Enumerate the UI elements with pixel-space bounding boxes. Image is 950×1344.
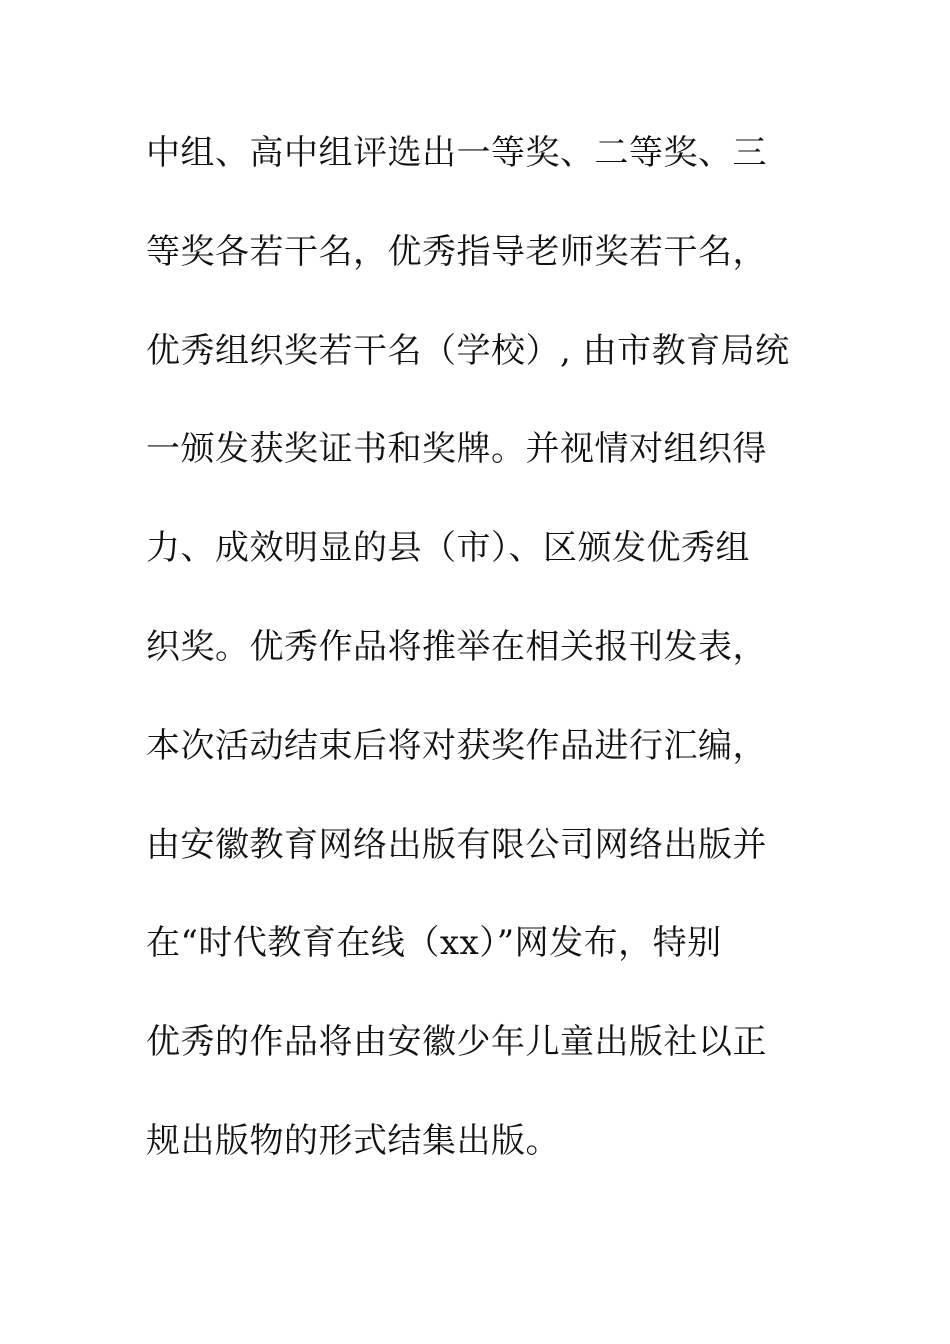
text-line: 由安徽教育网络出版有限公司网络出版并 xyxy=(146,824,767,865)
text-line: 力、成效明显的县（市）、区颁发优秀组 xyxy=(146,528,750,569)
text-line: 在“时代教育在线（xx）”网发布，特别 xyxy=(146,923,722,964)
text-line: 本次活动结束后将对获奖作品进行汇编， xyxy=(146,725,767,766)
text-line: 中组、高中组评选出一等奖、二等奖、三 xyxy=(146,133,767,173)
body-text xyxy=(146,124,826,1211)
text-line: 规出版物的形式结集出版。 xyxy=(146,1120,560,1161)
text-line: 一颁发获奖证书和奖牌。并视情对组织得 xyxy=(146,429,767,470)
text-line: 等奖各若干名，优秀指导老师奖若干名， xyxy=(146,231,767,272)
text-line: 优秀的作品将由安徽少年儿童出版社以正 xyxy=(146,1022,767,1063)
text-line: 优秀组织奖若干名（学校）, 由市教育局统 xyxy=(146,330,790,371)
text-line: 织奖。优秀作品将推举在相关报刊发表， xyxy=(146,626,767,667)
